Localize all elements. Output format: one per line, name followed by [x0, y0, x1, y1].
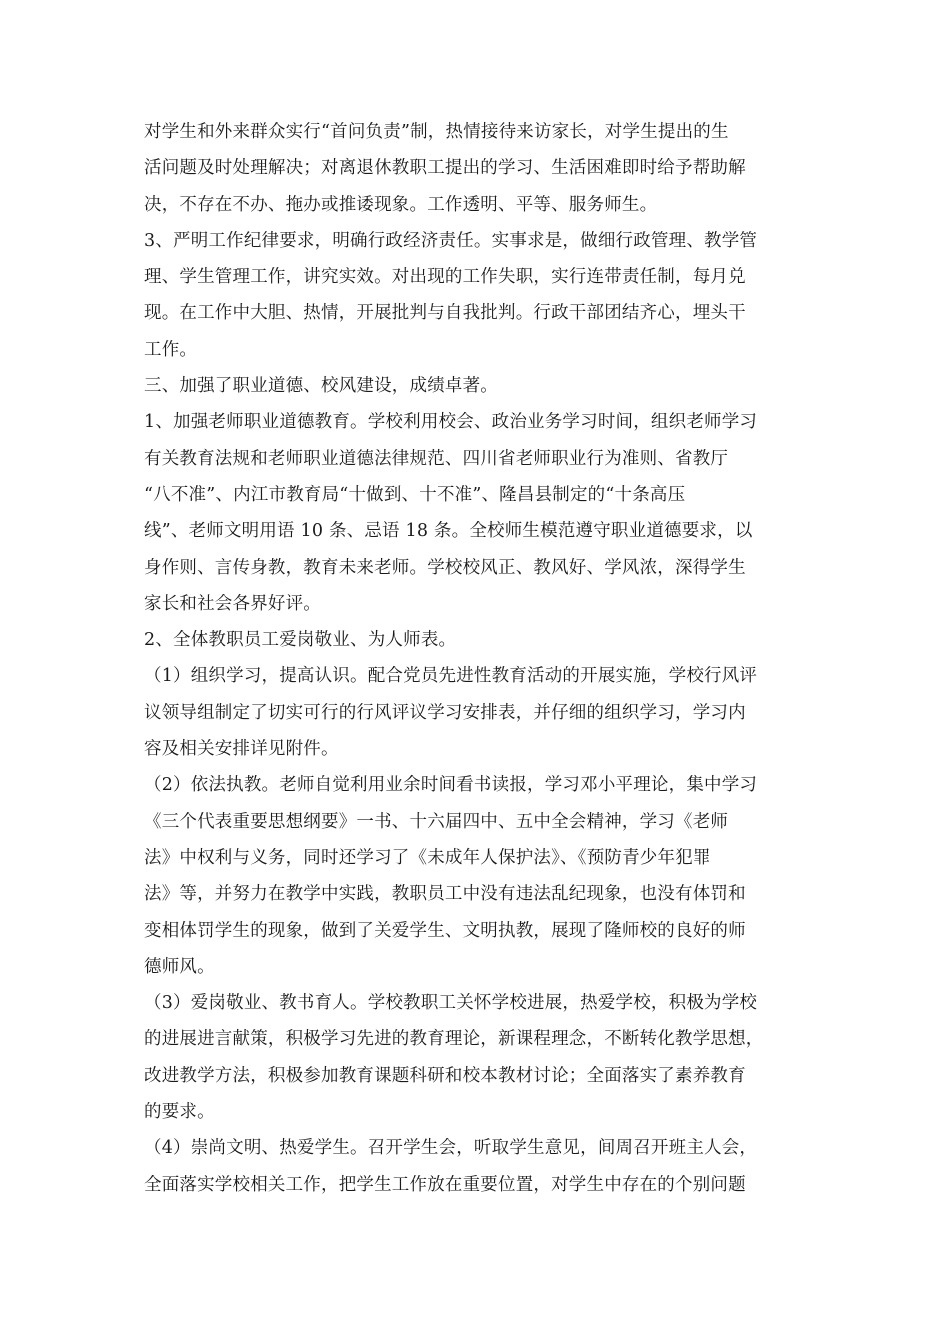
text-line: 2、全体教职员工爱岗敬业、为人师表。 [144, 630, 457, 651]
text-line: （4）崇尚文明、热爱学生。召开学生会，听取学生意见，间周召开班主人会， [144, 1138, 758, 1159]
text-line: 3、严明工作纪律要求，明确行政经济责任。实事求是，做细行政管理、教学管 [144, 230, 758, 251]
text-line: 议领导组制定了切实可行的行风评议学习安排表，并仔细的组织学习，学习内 [144, 702, 746, 723]
text-line: 有关教育法规和老师职业道德法律规范、四川省老师职业行为准则、省教厅 [144, 448, 729, 469]
text-line: 线”、老师文明用语 10 条、忌语 18 条。全校师生模范遵守职业道德要求，以 [144, 521, 753, 542]
text-line: 现。在工作中大胆、热情，开展批判与自我批判。行政干部团结齐心，埋头干 [144, 303, 746, 324]
text-line: 决，不存在不办、拖办或推诿现象。工作透明、平等、服务师生。 [144, 194, 658, 215]
text-line: 理、学生管理工作，讲究实效。对出现的工作失职，实行连带责任制，每月兑 [144, 267, 746, 288]
document-body [144, 114, 804, 1203]
section-heading: 三、加强了职业道德、校风建设，成绩卓著。 [144, 376, 498, 397]
text-line: 的进展进言献策，积极学习先进的教育理论，新课程理念，不断转化教学思想， [144, 1029, 764, 1050]
text-line: 《三个代表重要思想纲要》一书、十六届四中、五中全会精神，学习《老师 [144, 811, 729, 832]
text-line: 法》中权利与义务，同时还学习了《未成年人保护法》、《预防青少年犯罪 [144, 847, 711, 868]
text-line: 1、加强老师职业道德教育。学校利用校会、政治业务学习时间，组织老师学习 [144, 412, 758, 433]
text-line: “八不准”、内江市教育局“十做到、十不准”、隆昌县制定的“十条高压 [144, 484, 686, 505]
text-line: 家长和社会各界好评。 [144, 593, 321, 614]
text-line: （2）依法执教。老师自觉利用业余时间看书读报，学习邓小平理论，集中学习 [144, 775, 758, 796]
text-line: 的要求。 [144, 1102, 215, 1123]
text-line: 对学生和外来群众实行“首问负责”制，热情接待来访家长，对学生提出的生 [144, 122, 729, 142]
text-line: 身作则、言传身教，教育未来老师。学校校风正、教风好、学风浓，深得学生 [144, 557, 746, 578]
text-line: 全面落实学校相关工作，把学生工作放在重要位置，对学生中存在的个别问题 [144, 1174, 746, 1195]
text-line: 改进教学方法，积极参加教育课题科研和校本教材讨论；全面落实了素养教育 [144, 1065, 746, 1086]
text-line: （3）爱岗敬业、教书育人。学校教职工关怀学校进展，热爱学校，积极为学校 [144, 993, 758, 1014]
text-line: 德师风。 [144, 956, 215, 977]
text-line: 法》等，并努力在教学中实践，教职员工中没有违法乱纪现象，也没有体罚和 [144, 884, 746, 905]
text-line: 变相体罚学生的现象，做到了关爱学生、文明执教，展现了隆师校的良好的师 [144, 920, 746, 941]
text-line: 活问题及时处理解决；对离退休教职工提出的学习、生活困难即时给予帮助解 [144, 158, 746, 179]
text-line: 容及相关安排详见附件。 [144, 739, 339, 760]
text-line: 工作。 [144, 339, 198, 360]
text-line: （1）组织学习，提高认识。配合党员先进性教育活动的开展实施，学校行风评 [144, 666, 758, 687]
